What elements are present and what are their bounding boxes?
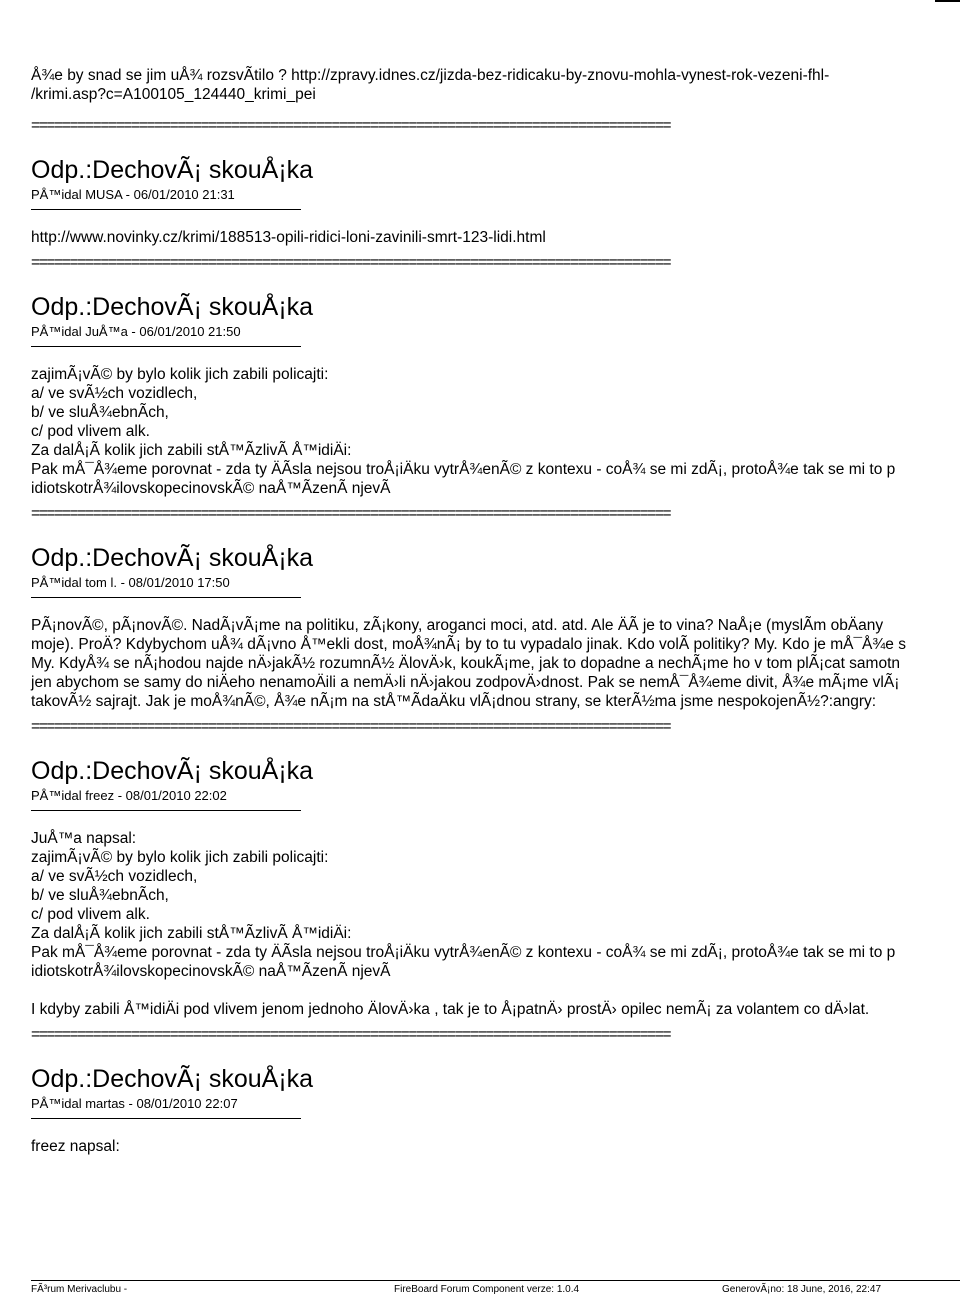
post-meta: PÅ™idal MUSA - 06/01/2010 21:31	[31, 187, 235, 202]
post-line: a/ ve svÃ½ch vozidlech,	[31, 868, 198, 885]
post-divider	[31, 346, 301, 347]
post-line: takovÃ½ sajrajt. Jak je moÅ¾nÃ©, Å¾e nÃ¡m na stÅ™ÃdaÄku vlÃ¡dnou strany, se kterÃ½ma jsme nespokojenÃ½?:angry:	[31, 693, 877, 710]
separator: ===================================================================================	[31, 254, 671, 271]
post-line: Pak mÅ¯Å¾eme porovnat - zda ty ÄÃsla nejsou troÅ¡iÄku vytrÅ¾enÃ© z kontexu - coÅ¾ se mi zdÃ¡, protoÅ¾e tak se mi to p	[31, 461, 896, 478]
intro-line-2: /krimi.asp?c=A100105_124440_krimi_pei	[31, 86, 316, 103]
post	[31, 292, 960, 523]
post-line-blank	[31, 981, 960, 1000]
footer-site: FÃ³rum Merivaclubu -	[31, 1284, 128, 1295]
post-link[interactable]: http://www.novinky.cz/krimi/188513-opili-ridici-loni-zavinili-smrt-123-lidi.html	[31, 229, 546, 246]
post	[31, 155, 960, 272]
post-title: Odp.:DechovÃ¡ skouÅ¡ka	[31, 156, 314, 184]
post-line: Za dalÅ¡Ã kolik jich zabili stÅ™ÃzlivÃ Å™idiÄi:	[31, 442, 352, 459]
post-line: jen abychom se samy do niÄeho nenamoÄili a nemÄ›li nÄ›jakou zodpovÄ›dnost. Pak se nemÅ¯Å¾eme divit, Å¾e mÃ¡me vlÃ¡	[31, 674, 900, 691]
separator: ===================================================================================	[31, 718, 671, 735]
post-meta: PÅ™idal martas - 08/01/2010 22:07	[31, 1096, 238, 1111]
intro-line-1: Å¾e by snad se jim uÅ¾ rozsvÃtilo ? http://zpravy.idnes.cz/jizda-bez-ridicaku-by-znovu-mohla-vynest-rok-vezeni-fhl-	[31, 67, 830, 84]
post-line: idiotskotrÅ¾ilovskopecinovskÃ© naÅ™ÃzenÃ njevÃ	[31, 963, 391, 980]
post-title: Odp.:DechovÃ¡ skouÅ¡ka	[31, 1065, 314, 1093]
post-divider	[31, 810, 301, 811]
post-divider	[31, 597, 301, 598]
post	[31, 1064, 960, 1156]
post-line: freez napsal:	[31, 1138, 120, 1155]
separator: ===================================================================================	[31, 505, 671, 522]
forum-thread-printout	[31, 66, 960, 1156]
post-divider	[31, 1118, 301, 1119]
post-line: moje). ProÄ? Kdybychom uÅ¾ dÃ¡vno Å™ekli dost, moÅ¾nÃ¡ by to tu vypadalo jinak. Kdo volÃ politiky? My. Kdo je mÅ¯Å¾e s	[31, 636, 906, 653]
post-title: Odp.:DechovÃ¡ skouÅ¡ka	[31, 757, 314, 785]
print-footer	[31, 1280, 960, 1298]
post-line: JuÅ™a napsal:	[31, 830, 137, 847]
post-line: zajimÃ¡vÃ© by bylo kolik jich zabili policajti:	[31, 849, 329, 866]
post-line: My. KdyÅ¾ se nÃ¡hodou najde nÄ›jakÃ½ rozumnÃ½ ÄlovÄ›k, koukÃ¡me, jak to dopadne a nechÃ¡me ho v tom plÃ¡cat samotn	[31, 655, 901, 672]
post-line: Pak mÅ¯Å¾eme porovnat - zda ty ÄÃsla nejsou troÅ¡iÄku vytrÅ¾enÃ© z kontexu - coÅ¾ se mi zdÃ¡, protoÅ¾e tak se mi to p	[31, 944, 896, 961]
post	[31, 543, 960, 736]
post-line: PÃ¡novÃ©, pÃ¡novÃ©. NadÃ¡vÃ¡me na politiku, zÃ¡kony, aroganci moci, atd. atd. Ale ÄÃ je to vina? NaÅ¡e (myslÃm obÄany	[31, 617, 884, 634]
footer-generated: GenerovÃ¡no: 18 June, 2016, 22:47	[722, 1284, 882, 1295]
post-line: zajimÃ¡vÃ© by bylo kolik jich zabili policajti:	[31, 366, 329, 383]
post-line: b/ ve sluÅ¾ebnÃch,	[31, 887, 169, 904]
post-meta: PÅ™idal freez - 08/01/2010 22:02	[31, 788, 227, 803]
post-title: Odp.:DechovÃ¡ skouÅ¡ka	[31, 544, 314, 572]
top-edge-rule	[935, 0, 960, 2]
post-line: b/ ve sluÅ¾ebnÃch,	[31, 404, 169, 421]
post-line: I kdyby zabili Å™idiÄi pod vlivem jenom jednoho ÄlovÄ›ka , tak je to Å¡patnÄ› prostÄ› opilec nemÃ¡ za volantem co dÄ›lat.	[31, 1001, 870, 1018]
post	[31, 756, 960, 1044]
post-title: Odp.:DechovÃ¡ skouÅ¡ka	[31, 293, 314, 321]
separator: ===================================================================================	[31, 117, 671, 134]
post-divider	[31, 209, 301, 210]
separator: ===================================================================================	[31, 1026, 671, 1043]
post-line: c/ pod vlivem alk.	[31, 906, 150, 923]
post-line: Za dalÅ¡Ã kolik jich zabili stÅ™ÃzlivÃ Å™idiÄi:	[31, 925, 352, 942]
post-line: idiotskotrÅ¾ilovskopecinovskÃ© naÅ™ÃzenÃ njevÃ	[31, 480, 391, 497]
post-line: c/ pod vlivem alk.	[31, 423, 150, 440]
footer-component: FireBoard Forum Component verze: 1.0.4	[394, 1284, 580, 1295]
post-line: a/ ve svÃ½ch vozidlech,	[31, 385, 198, 402]
post-meta: PÅ™idal tom l. - 08/01/2010 17:50	[31, 575, 230, 590]
post-meta: PÅ™idal JuÅ™a - 06/01/2010 21:50	[31, 324, 241, 339]
